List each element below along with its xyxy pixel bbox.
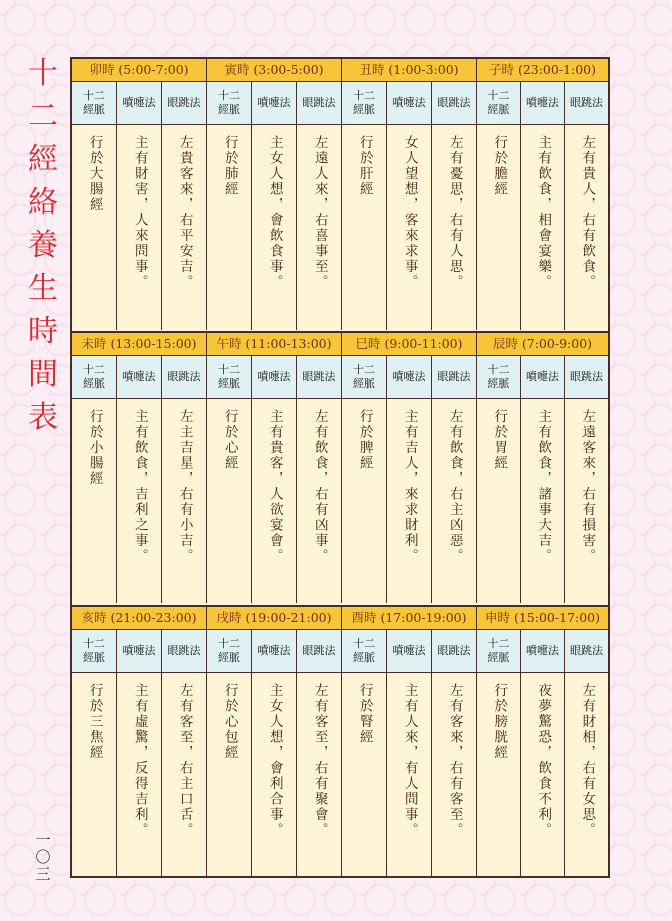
- eye-text: 左有貴人，右有飲食。: [579, 135, 596, 290]
- sneeze-text: 主有財害，人來問事。: [131, 135, 148, 290]
- sneeze-column-header: 噴嚏法: [117, 630, 161, 673]
- sneeze-column-header: 噴嚏法: [387, 630, 431, 673]
- eye-column-header: 眼跳法: [297, 356, 341, 399]
- sneeze-column-header: 噴嚏法: [117, 82, 161, 125]
- hour-header: 子時 (23:00-1:00): [477, 59, 608, 82]
- eye-column-header: 眼跳法: [162, 356, 206, 399]
- eye-column: [431, 82, 476, 330]
- sneeze-text: 主有飲食，諸事大吉。: [535, 409, 552, 564]
- meridian-text: 行於肺經: [221, 135, 238, 197]
- hour-block: [206, 605, 341, 876]
- meridian-column: [207, 630, 251, 876]
- meridian-column: [72, 82, 116, 330]
- sneeze-text: 主有飲食，吉利之事。: [131, 409, 148, 564]
- hour-block: [476, 331, 608, 603]
- eye-column: [161, 82, 206, 330]
- eye-column: [564, 82, 608, 330]
- hour-header: 酉時 (17:00-19:00): [342, 607, 476, 630]
- meridian-column-header: 十二 經脈: [72, 356, 116, 399]
- sneeze-text: 主有人來，有人問事。: [401, 683, 418, 838]
- hour-block: [206, 59, 341, 330]
- eye-text: 左遠人來，右喜事至。: [311, 135, 328, 290]
- meridian-column-header: 十二 經脈: [477, 630, 520, 673]
- meridian-column: [207, 82, 251, 330]
- eye-column: [431, 630, 476, 876]
- sneeze-column: [386, 82, 431, 330]
- sneeze-text: 主有飲食，相會宴樂。: [535, 135, 552, 290]
- meridian-text: 行於三焦經: [86, 683, 103, 761]
- hour-block: [72, 605, 206, 876]
- table-band-3: [72, 605, 608, 876]
- hour-header: 申時 (15:00-17:00): [477, 607, 608, 630]
- eye-column: [564, 630, 608, 876]
- sneeze-text: 主女人想，會飲食事。: [266, 135, 283, 290]
- meridian-column-header: 十二 經脈: [207, 630, 251, 673]
- sneeze-column: [251, 356, 296, 603]
- sneeze-column: [116, 356, 161, 603]
- hour-header: 戌時 (19:00-21:00): [207, 607, 341, 630]
- hour-block: [206, 331, 341, 603]
- eye-text: 左有財相，右有女思。: [579, 683, 596, 838]
- meridian-column: [477, 82, 520, 330]
- meridian-text: 行於心經: [221, 409, 238, 471]
- eye-column: [296, 356, 341, 603]
- meridian-text: 行於膀胱經: [491, 683, 508, 761]
- eye-column-header: 眼跳法: [432, 630, 476, 673]
- sneeze-column: [520, 82, 564, 330]
- hour-header: 辰時 (7:00-9:00): [477, 333, 608, 356]
- meridian-column-header: 十二 經脈: [477, 82, 520, 125]
- hour-header: 寅時 (3:00-5:00): [207, 59, 341, 82]
- eye-text: 左主吉星，右有小吉。: [176, 409, 193, 564]
- hour-header: 未時 (13:00-15:00): [72, 333, 206, 356]
- eye-column-header: 眼跳法: [297, 82, 341, 125]
- sneeze-column: [116, 82, 161, 330]
- table-band-2: [72, 331, 608, 603]
- sneeze-column: [386, 630, 431, 876]
- eye-column-header: 眼跳法: [297, 630, 341, 673]
- eye-text: 左有客至，右有聚會。: [311, 683, 328, 838]
- sneeze-column-header: 噴嚏法: [387, 356, 431, 399]
- hour-block: [341, 59, 476, 330]
- sneeze-column-header: 噴嚏法: [387, 82, 431, 125]
- eye-column: [161, 356, 206, 603]
- eye-text: 左有憂思，右有人思。: [446, 135, 463, 290]
- sneeze-text: 主有吉人，來求財利。: [401, 409, 418, 564]
- meridian-column-header: 十二 經脈: [207, 82, 251, 125]
- meridian-column-header: 十二 經脈: [477, 356, 520, 399]
- sneeze-column: [251, 82, 296, 330]
- sneeze-column-header: 噴嚏法: [521, 630, 564, 673]
- meridian-text: 行於小腸經: [86, 409, 103, 487]
- meridian-column: [477, 630, 520, 876]
- meridian-column: [342, 82, 386, 330]
- hour-block: [476, 605, 608, 876]
- eye-text: 左有客至，右主口舌。: [176, 683, 193, 838]
- meridian-column: [72, 630, 116, 876]
- hour-header: 午時 (11:00-13:00): [207, 333, 341, 356]
- sneeze-column: [116, 630, 161, 876]
- meridian-text: 行於腎經: [356, 683, 373, 745]
- sneeze-column: [251, 630, 296, 876]
- eye-text: 左有客來，右有客至。: [446, 683, 463, 838]
- sneeze-text: 女人望想，客來求事。: [401, 135, 418, 290]
- sneeze-column-header: 噴嚏法: [521, 82, 564, 125]
- eye-column: [296, 630, 341, 876]
- eye-column: [296, 82, 341, 330]
- sneeze-text: 夜夢驚恐，飲食不利。: [535, 683, 552, 838]
- meridian-column-header: 十二 經脈: [342, 356, 386, 399]
- sneeze-text: 主女人想，會利合事。: [266, 683, 283, 838]
- eye-text: 左有飲食，右有凶事。: [311, 409, 328, 564]
- meridian-text: 行於心包經: [221, 683, 238, 761]
- sneeze-column-header: 噴嚏法: [252, 356, 296, 399]
- hour-block: [341, 331, 476, 603]
- hour-header: 丑時 (1:00-3:00): [342, 59, 476, 82]
- hour-header: 巳時 (9:00-11:00): [342, 333, 476, 356]
- meridian-column-header: 十二 經脈: [207, 356, 251, 399]
- sneeze-column: [520, 356, 564, 603]
- meridian-column: [342, 630, 386, 876]
- eye-column-header: 眼跳法: [432, 82, 476, 125]
- meridian-column: [477, 356, 520, 603]
- table-band-1: [72, 59, 608, 330]
- eye-column-header: 眼跳法: [565, 630, 608, 673]
- eye-column-header: 眼跳法: [432, 356, 476, 399]
- eye-column: [431, 356, 476, 603]
- meridian-column-header: 十二 經脈: [342, 630, 386, 673]
- hour-block: [72, 59, 206, 330]
- meridian-column-header: 十二 經脈: [342, 82, 386, 125]
- meridian-text: 行於大腸經: [86, 135, 103, 213]
- sneeze-column-header: 噴嚏法: [521, 356, 564, 399]
- meridian-text: 行於胃經: [491, 409, 508, 471]
- hour-block: [476, 59, 608, 330]
- sneeze-text: 主有虛驚，反得吉利。: [131, 683, 148, 838]
- meridian-column-header: 十二 經脈: [72, 630, 116, 673]
- eye-column: [161, 630, 206, 876]
- hour-header: 亥時 (21:00-23:00): [72, 607, 206, 630]
- eye-text: 左遠客來，右有損害。: [579, 409, 596, 564]
- page-title: 十 二 經 絡 養 生 時 間 表: [28, 56, 58, 435]
- meridian-column: [207, 356, 251, 603]
- hour-header: 卯時 (5:00-7:00): [72, 59, 206, 82]
- sneeze-column-header: 噴嚏法: [117, 356, 161, 399]
- meridian-column: [72, 356, 116, 603]
- eye-column-header: 眼跳法: [162, 82, 206, 125]
- meridian-text: 行於肝經: [356, 135, 373, 197]
- meridian-column-header: 十二 經脈: [72, 82, 116, 125]
- meridian-schedule-table: [70, 57, 610, 878]
- hour-block: [341, 605, 476, 876]
- page-number: 一 〇 三: [35, 831, 51, 883]
- sneeze-column-header: 噴嚏法: [252, 630, 296, 673]
- sneeze-column: [520, 630, 564, 876]
- eye-text: 左貴客來，右平安吉。: [176, 135, 193, 290]
- sneeze-text: 主有貴客，人欲宴會。: [266, 409, 283, 564]
- eye-column: [564, 356, 608, 603]
- hour-block: [72, 331, 206, 603]
- eye-text: 左有飲食，右主凶惡。: [446, 409, 463, 564]
- sneeze-column-header: 噴嚏法: [252, 82, 296, 125]
- eye-column-header: 眼跳法: [162, 630, 206, 673]
- meridian-text: 行於膽經: [491, 135, 508, 197]
- sneeze-column: [386, 356, 431, 603]
- meridian-text: 行於脾經: [356, 409, 373, 471]
- eye-column-header: 眼跳法: [565, 356, 608, 399]
- eye-column-header: 眼跳法: [565, 82, 608, 125]
- meridian-column: [342, 356, 386, 603]
